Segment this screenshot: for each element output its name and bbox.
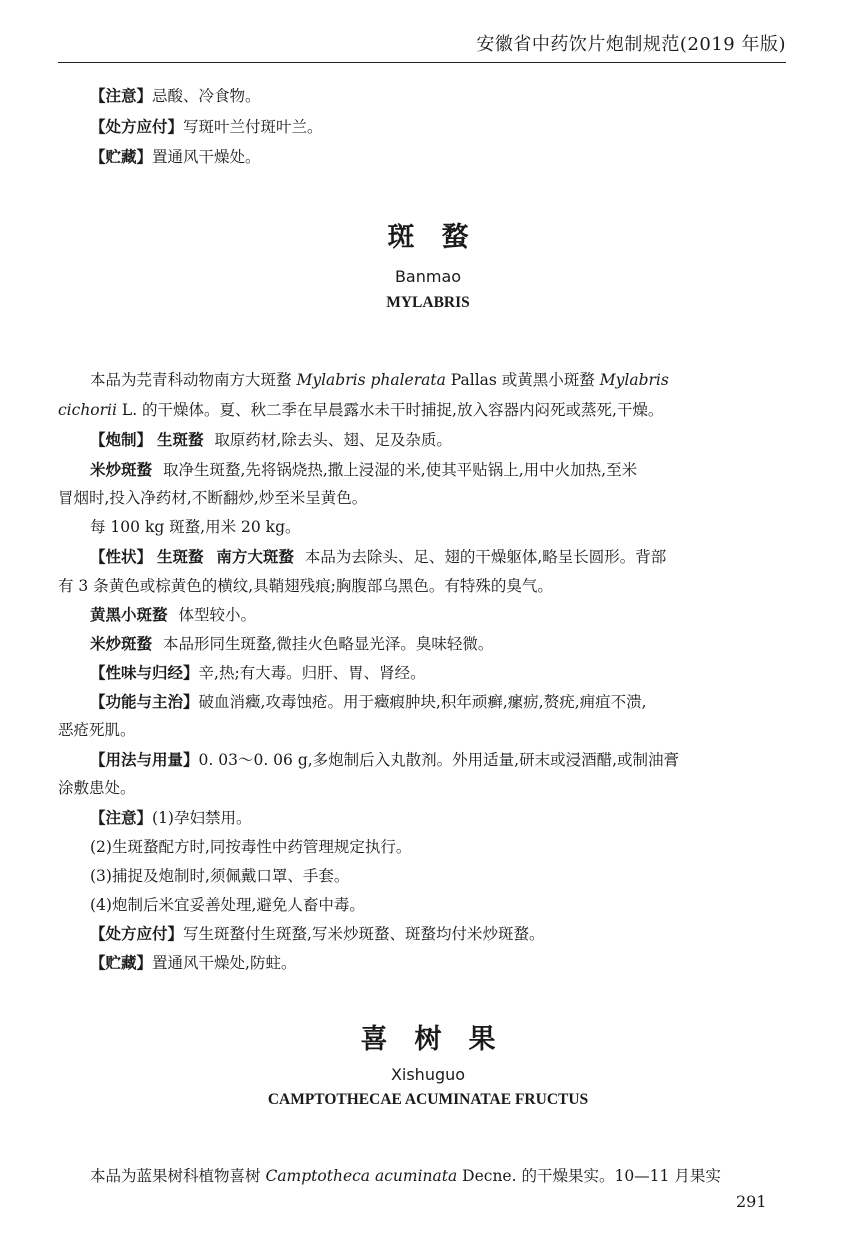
caution-text: 忌酸、冷食物。 (152, 87, 261, 105)
function-cont: 恶疮死肌。 (58, 721, 136, 739)
processing-text: 取原药材,除去头、翅、足及杂质。 (214, 431, 452, 449)
prescription-text: 写斑叶兰付斑叶兰。 (183, 118, 323, 136)
caution-item-2: (2)生斑蝥配方时,同按毒性中药管理规定执行。 (90, 838, 412, 856)
species-name: Mylabris (599, 371, 669, 389)
characteristics-text: 本品为去除头、足、翅的干燥躯体,略呈长圆形。背部 (304, 548, 667, 566)
intro-text: 本品为芫青科动物南方大斑蝥 (90, 371, 292, 389)
characteristics-small (58, 603, 830, 627)
intro-text: Pallas 或黄黑小斑蝥 (450, 371, 595, 389)
caution-label: 【注意】 (90, 809, 153, 827)
nature-section (58, 661, 830, 685)
top-storage (58, 145, 830, 169)
species-name: Mylabris phalerata (296, 371, 446, 389)
characteristics-text: 体型较小。 (178, 606, 256, 624)
intro-text: Decne. 的干燥果实。10—11 月果实 (462, 1167, 721, 1185)
processing-rice-fried (58, 458, 830, 482)
entry-latin-xishuguo: CAMPTOTHECAE ACUMINATAE FRUCTUS (267, 1091, 589, 1108)
header-rule (58, 62, 786, 63)
species-name: cichorii (58, 401, 117, 419)
caution-item: (1)孕妇禁用。 (152, 809, 252, 827)
species-name: Camptotheca acuminata (265, 1167, 458, 1185)
characteristics-subtitle: 南方大斑蝥 (216, 548, 294, 566)
xishuguo-intro-line1 (58, 1164, 830, 1188)
function-label: 【功能与主治】 (90, 693, 199, 711)
top-caution (58, 84, 830, 108)
storage-text: 置通风干燥处,防蛀。 (152, 954, 297, 972)
caution-label: 【注意】 (90, 87, 153, 105)
caution-item-3: (3)捕捉及炮制时,须佩戴口罩、手套。 (90, 867, 350, 885)
running-header: 安徽省中药饮片炮制规范(2019 年版) (476, 34, 786, 55)
intro-text: L. 的干燥体。夏、秋二季在早晨露水未干时捕捉,放入容器内闷死或蒸死,干燥。 (121, 401, 664, 419)
processing-section (58, 428, 830, 452)
usage-text: 0. 03～0. 06 g,多炮制后入丸散剂。外用适量,研末或浸酒醋,或制油膏 (198, 751, 680, 769)
function-text: 破血消癥,攻毒蚀疮。用于癥瘕肿块,积年顽癣,瘰疬,赘疣,痈疽不溃, (198, 693, 647, 711)
entry-pinyin-banmao: Banmao (394, 267, 462, 286)
storage-label: 【贮藏】 (90, 148, 153, 166)
page-number: 291 (736, 1192, 767, 1211)
usage-label: 【用法与用量】 (90, 751, 199, 769)
characteristics-subtitle: 生斑蝥 (156, 548, 204, 566)
characteristics-section (58, 545, 830, 569)
processing-text: 取净生斑蝥,先将锅烧热,撒上浸湿的米,使其平贴锅上,用中火加热,至米 (162, 461, 638, 479)
usage-cont: 涂敷患处。 (58, 779, 136, 797)
nature-label: 【性味与归经】 (90, 664, 199, 682)
prescription-label: 【处方应付】 (90, 925, 184, 943)
storage-text: 置通风干燥处。 (152, 148, 261, 166)
top-prescription (58, 115, 830, 139)
function-section (58, 690, 830, 714)
storage-section (58, 951, 830, 975)
entry-title-banmao: 斑 蝥 (387, 222, 469, 253)
characteristics-cont: 有 3 条黄色或棕黄色的横纹,具鞘翅残痕;胸腹部乌黑色。有特殊的臭气。 (58, 577, 553, 595)
processing-ratio: 每 100 kg 斑蝥,用米 20 kg。 (90, 518, 301, 536)
entry-pinyin-xishuguo: Xishuguo (390, 1065, 466, 1084)
caution-item-4: (4)炮制后米宜妥善处理,避免人畜中毒。 (90, 896, 365, 914)
entry-latin-banmao: MYLABRIS (386, 294, 470, 311)
storage-label: 【贮藏】 (90, 954, 153, 972)
entry-title-xishuguo: 喜 树 果 (360, 1024, 496, 1055)
processing-subtitle: 米炒斑蝥 (90, 461, 153, 479)
characteristics-label: 【性状】 (90, 548, 153, 566)
prescription-label: 【处方应付】 (90, 118, 184, 136)
prescription-text: 写生斑蝥付生斑蝥,写米炒斑蝥、斑蝥均付米炒斑蝥。 (183, 925, 545, 943)
usage-section (58, 748, 830, 772)
banmao-intro-line1 (58, 368, 830, 392)
characteristics-rice-fried (58, 632, 830, 656)
nature-text: 辛,热;有大毒。归肝、胃、肾经。 (198, 664, 426, 682)
caution-section (58, 806, 830, 830)
processing-subtitle: 生斑蝥 (156, 431, 204, 449)
intro-text: 本品为蓝果树科植物喜树 (90, 1167, 261, 1185)
characteristics-text: 本品形同生斑蝥,微挂火色略显光泽。臭味轻微。 (162, 635, 494, 653)
characteristics-subtitle: 黄黑小斑蝥 (90, 606, 168, 624)
characteristics-subtitle: 米炒斑蝥 (90, 635, 153, 653)
processing-label: 【炮制】 (90, 431, 153, 449)
processing-rice-fried-cont: 冒烟时,投入净药材,不断翻炒,炒至米呈黄色。 (58, 489, 368, 507)
banmao-intro-line2 (58, 398, 798, 422)
prescription-section (58, 922, 830, 946)
